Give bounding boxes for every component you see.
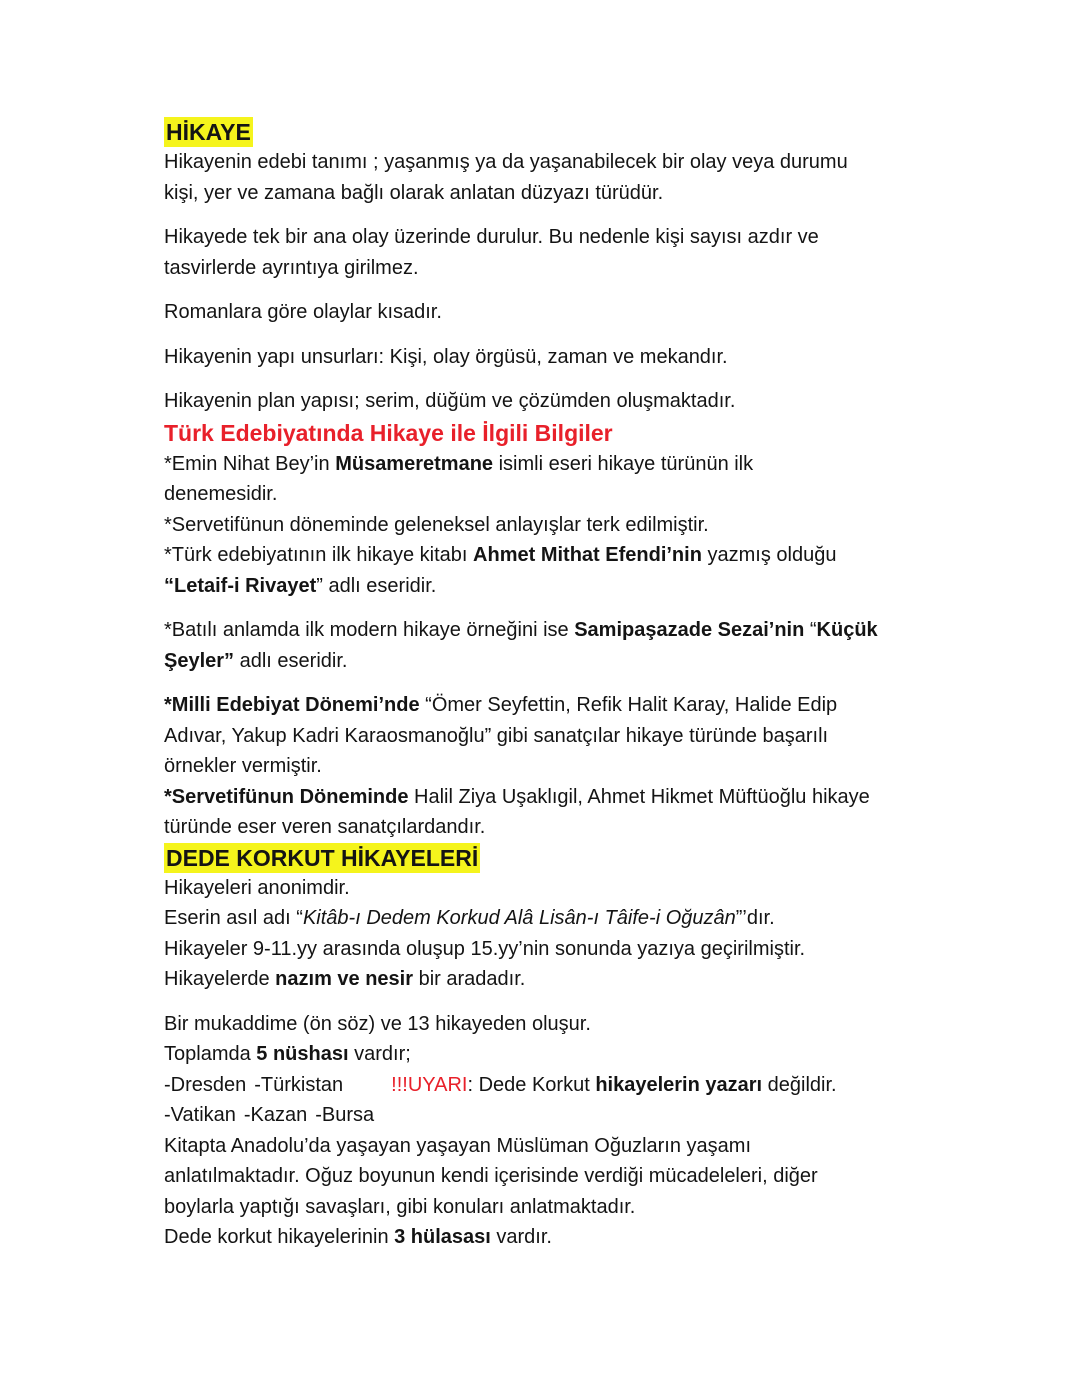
paragraph-line: kişi, yer ve zamana bağlı olarak anlatan düzyazı türüdür. (164, 181, 664, 204)
paragraph-line (164, 1039, 934, 1070)
bold-text: hikayelerin yazarı (595, 1073, 763, 1096)
paragraph-line (164, 1100, 934, 1131)
warning-label: !!!UYARI (391, 1073, 468, 1096)
bold-text: “Letaif-i Rivayet (164, 574, 317, 597)
text-run: isimli eseri hikaye türünün ilk (493, 452, 754, 475)
text-run: “ (804, 619, 817, 641)
section-hikaye (164, 117, 934, 417)
paragraph-line (164, 903, 934, 934)
text-run: *Emin Nihat Bey’in (164, 452, 336, 475)
paragraph-line: örnekler vermiştir. (164, 755, 322, 777)
document-page (164, 117, 934, 1253)
text-run: ” adlı eseridir. (316, 574, 437, 597)
paragraph-line (164, 571, 934, 602)
bold-text: 3 hülasası (394, 1226, 491, 1248)
bold-text: Küçük (816, 619, 878, 641)
paragraph-line: tasvirlerde ayrıntıya girilmez. (164, 256, 419, 279)
bold-text: Müsameretmane (335, 452, 494, 475)
paragraph-line: Hikayeler 9-11.yy arasında oluşup 15.yy’nin sonunda yazıya geçirilmiştir. (164, 937, 806, 960)
bold-text: 5 nüshası (256, 1043, 349, 1065)
manuscript-dresden: -Dresden (164, 1073, 247, 1096)
paragraph-line: Hikayede tek bir ana olay üzerinde durulur. Bu nedenle kişi sayısı azdır ve (164, 226, 819, 248)
section-title: HİKAYE (166, 119, 251, 145)
text-run: yazmış olduğu (701, 544, 837, 566)
heading-hikaye (164, 117, 934, 147)
text-run: *Türk edebiyatının ilk hikaye kitabı (164, 544, 474, 566)
paragraph-line (164, 1222, 934, 1253)
paragraph-line: Kitapta Anadolu’da yaşayan yaşayan Müslüman Oğuzların yaşamı (164, 1134, 752, 1157)
paragraph-line: Romanlara göre olaylar kısadır. (164, 301, 442, 323)
paragraph-line: Hikayenin plan yapısı; serim, düğüm ve çözümden oluşmaktadır. (164, 390, 736, 412)
paragraph-line: denemesidir. (164, 483, 278, 505)
paragraph-line (164, 449, 934, 480)
paragraph-line (164, 782, 934, 813)
paragraph-line: boylarla yaptığı savaşları, gibi konuları anlatmaktadır. (164, 1195, 636, 1218)
section-title: Türk Edebiyatında Hikaye ile İlgili Bilgiler (164, 419, 613, 446)
text-run: Dede korkut hikayelerinin (164, 1226, 395, 1248)
text-run: vardır; (348, 1043, 411, 1065)
bold-text: Şeyler” (164, 649, 235, 672)
paragraph-line (164, 1070, 934, 1101)
text-run: ”’dır. (735, 907, 775, 929)
text-run: : Dede Korkut (467, 1073, 596, 1096)
section-turk-edebiyati (164, 417, 934, 843)
text-run: değildir. (762, 1073, 837, 1096)
bold-text: nazım ve nesir (275, 968, 414, 990)
section-dede-korkut (164, 843, 934, 1253)
bold-text: *Servetifünun Döneminde (164, 785, 409, 808)
text-run: adlı eseridir. (234, 649, 348, 672)
text-run: Eserin asıl adı “ (164, 907, 303, 929)
paragraph-line: Bir mukaddime (ön söz) ve 13 hikayeden oluşur. (164, 1012, 591, 1035)
text-run: Halil Ziya Uşaklıgil, Ahmet Hikmet Müftüoğlu hikaye (408, 785, 870, 808)
paragraph-line: *Servetifünun döneminde geleneksel anlayışlar terk edilmiştir. (164, 513, 709, 536)
paragraph-line: Hikayenin yapı unsurları: Kişi, olay örgüsü, zaman ve mekandır. (164, 345, 728, 368)
heading-dede-korkut (164, 843, 934, 873)
text-run: bir aradadır. (413, 968, 526, 990)
paragraph-line: Hikayenin edebi tanımı ; yaşanmış ya da yaşanabilecek bir olay veya durumu (164, 151, 848, 173)
bold-text: *Milli Edebiyat Dönemi’nde (164, 694, 420, 716)
manuscript-bursa: -Bursa (315, 1104, 375, 1126)
text-run: vardır. (490, 1226, 552, 1248)
text-run: “Ömer Seyfettin, Refik Halit Karay, Halide Edip (419, 694, 838, 716)
paragraph-line (164, 964, 934, 995)
paragraph-line: Adıvar, Yakup Kadri Karaosmanoğlu” gibi sanatçılar hikaye türünde başarılı (164, 724, 829, 747)
paragraph-line (164, 646, 934, 677)
text-run: Hikayelerde (164, 968, 276, 990)
paragraph-line: türünde eser veren sanatçılardandır. (164, 816, 486, 838)
italic-text: Kitâb-ı Dedem Korkud Alâ Lisân-ı Tâife-i Oğuzân (302, 907, 736, 929)
text-run: Toplamda (164, 1043, 257, 1065)
section-title: DEDE KORKUT HİKAYELERİ (166, 844, 479, 871)
text-run: *Batılı anlamda ilk modern hikaye örneğini ise (164, 619, 575, 641)
manuscript-kazan: -Kazan (243, 1104, 308, 1126)
bold-text: Ahmet Mithat Efendi’nin (473, 544, 702, 566)
manuscript-vatikan: -Vatikan (164, 1104, 236, 1126)
paragraph-line: anlatılmaktadır. Oğuz boyunun kendi içerisinde verdiği mücadeleleri, diğer (164, 1165, 818, 1187)
paragraph-line (164, 690, 934, 721)
paragraph-line (164, 540, 934, 571)
paragraph-line: Hikayeleri anonimdir. (164, 876, 350, 899)
bold-text: Samipaşazade Sezai’nin (574, 619, 805, 641)
paragraph-line (164, 615, 934, 646)
manuscript-turkistan: -Türkistan (254, 1073, 344, 1096)
